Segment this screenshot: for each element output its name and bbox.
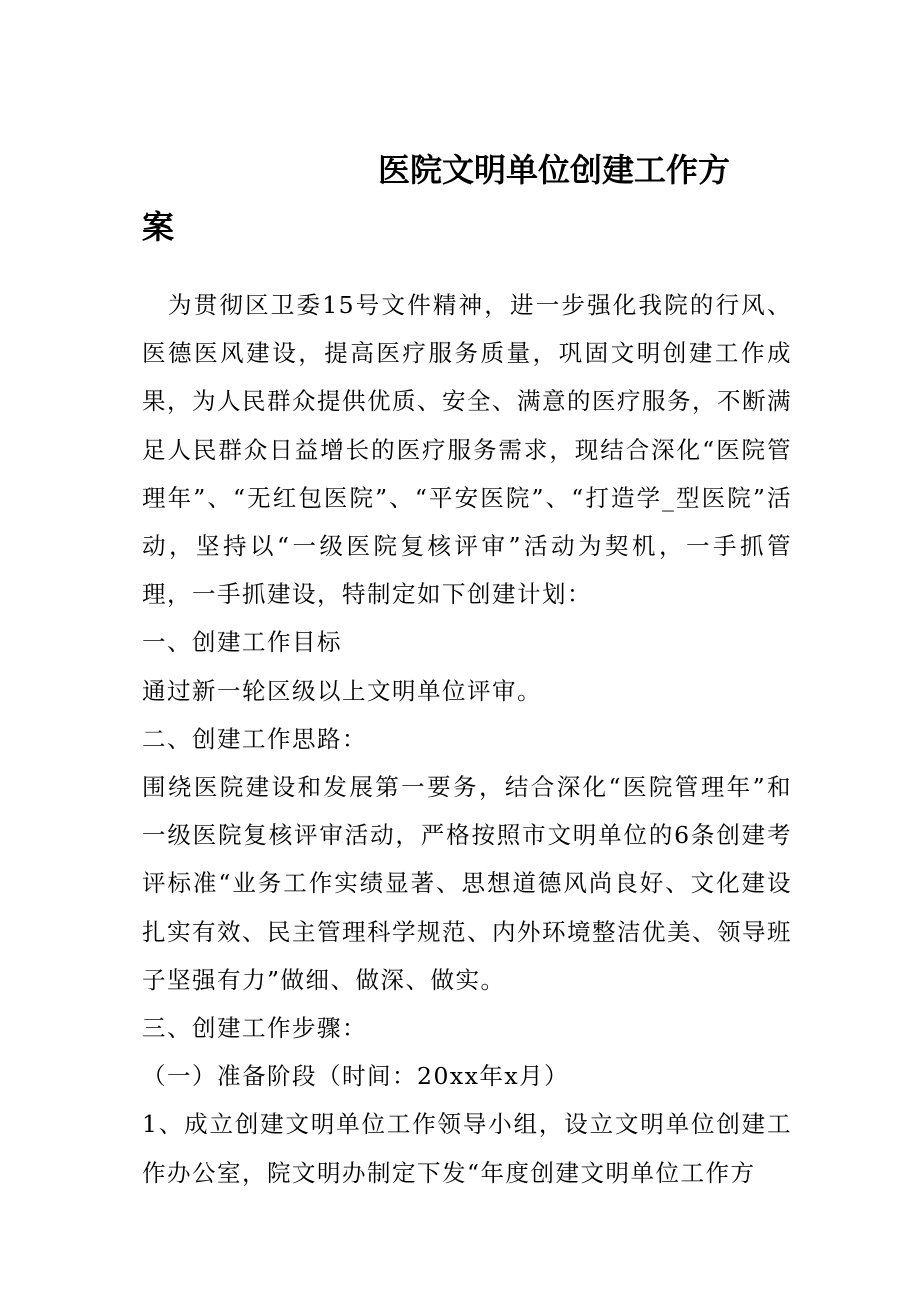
step-1-paragraph: 1、成立创建文明单位工作领导小组，设立文明单位创建工作办公室，院文明办制定下发“年度创建文明单位工作方	[142, 1110, 792, 1187]
document-title-line-2: 案	[142, 208, 175, 246]
section-heading-approach: 二、创建工作思路：	[142, 724, 367, 753]
section-heading-steps: 三、创建工作步骤：	[142, 1014, 367, 1043]
document-body	[142, 281, 792, 1197]
section-heading-goal: 一、创建工作目标	[142, 628, 342, 657]
approach-paragraph: 围绕医院建设和发展第一要务，结合深化“医院管理年”和一级医院复核评审活动，严格按照市文明单位的6条创建考评标准“业务工作实绩显著、思想道德风尚良好、文化建设扎实有效、民主管理科学规范、内外环境整洁优美、领导班子坚强有力”做细、做深、做实。	[142, 773, 792, 994]
intro-paragraph: 为贯彻区卫委15号文件精神，进一步强化我院的行风、医德医风建设，提高医疗服务质量，巩固文明创建工作成果，为人民群众提供优质、安全、满意的医疗服务，不断满足人民群众日益增长的医疗服务需求，现结合深化“医院管理年”、“无红包医院”、“平安医院”、“打造学_型医院”活动，坚持以“一级医院复核评审”活动为契机，一手抓管理，一手抓建设，特制定如下创建计划：	[142, 291, 792, 609]
subsection-heading-preparation: （一）准备阶段（时间：20xx年x月）	[142, 1062, 570, 1091]
goal-paragraph: 通过新一轮区级以上文明单位评审。	[142, 676, 542, 705]
document-title-line-1: 医院文明单位创建工作方	[378, 151, 731, 189]
